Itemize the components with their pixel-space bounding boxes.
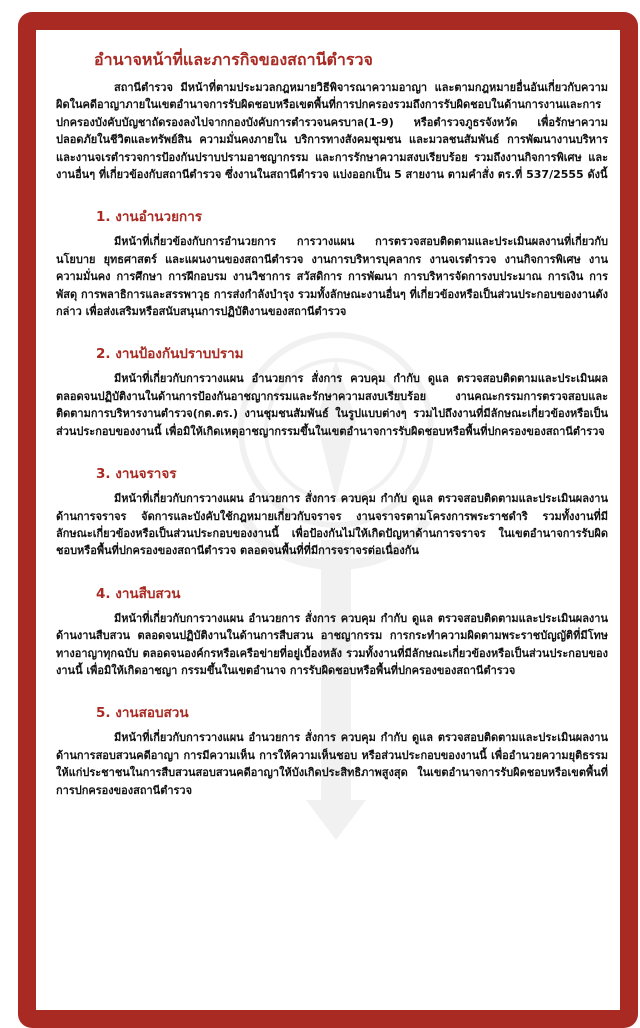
page-frame: [18, 12, 638, 1028]
section-1-heading: 1. งานอำนวยการ: [96, 209, 203, 226]
page-title: อำนาจหน้าที่และภารกิจของสถานีตำรวจ: [94, 50, 373, 69]
intro-paragraph: สถานีตำรวจ มีหน้าที่ตามประมวลกฎหมายวิธีพิจารณาความอาญา และตามกฎหมายอื่นอันเกี่ยวกับความผิดในคดีอาญาภายในเขตอำนาจการรับผิดชอบหรือเขตพื้นที่การปกครองรวมถึงการรับผิดชอบในด้านการงานและการปกครองบังคับบัญชาถัดรองลงไปจากกองบังคับการตำรวจนครบาล(1-9) หรือตำรวจภูธรจังหวัด เพื่อรักษาความปลอดภัยในชีวิตและทรัพย์สิน ความมั่นคงภายใน บริการทางสังคมชุมชน และมวลชนสัมพันธ์ การพัฒนางานบริหารและงานจเรตำรวจการป้องกันปราบปรามอาชญากรรม และการรักษาความสงบเรียบร้อย รวมถึงงานกิจการพิเศษ และงานอื่นๆ ที่เกี่ยวข้องกับสถานีตำรวจ ซึ่งงานในสถานีตำรวจ แบ่งออกเป็น 5 สายงาน ตามคำสั่ง ตร.ที่ 537/2555 ดังนี้: [56, 81, 608, 182]
section-3-body: มีหน้าที่เกี่ยวกับการวางแผน อำนวยการ สั่งการ ควบคุม กำกับ ดูแล ตรวจสอบติดตามและประเมินผลงานด้านการจราจร จัดการและบังคับใช้กฎหมายเกี่ยวกับจราจร งานจราจรตามโครงการพระราชดำริ รวมทั้งงานที่มีลักษณะเกี่ยวข้องหรือเป็นส่วนประกอบของงานนี้ เพื่อป้องกันไม่ให้เกิดปัญหาด้านการจราจร ในเขตอำนาจการรับผิดชอบหรือพื้นที่ปกครองของสถานีตำรวจ ตลอดจนพื้นที่ที่มีการจราจรต่อเนื่องกัน: [56, 492, 608, 558]
section-1-body: มีหน้าที่เกี่ยวข้องกับการอำนวยการ การวางแผน การตรวจสอบติดตามและประเมินผลงานที่เกี่ยวกับนโยบาย ยุทธศาสตร์ และแผนงานของสถานีตำรวจ งานการบริหารบุคลากร งานจเรตำรวจ งานกิจการพิเศษ งานความมั่นคง การศึกษา การฝึกอบรม งานวิชาการ สวัสดิการ การพัฒนา การบริหารจัดการงบประมาณ การเงิน การพัสดุ การพลาธิการและสรรพาวุธ การส่งกำลังบำรุง รวมทั้งลักษณะงานอื่นๆ ที่เกี่ยวข้องหรือเป็นส่วนประกอบของงานดังกล่าว เพื่อส่งเสริมหรือสนับสนุนการปฏิบัติงานของสถานีตำรวจ: [56, 235, 608, 319]
document-content: [36, 30, 620, 799]
section-2-heading: 2. งานป้องกันปราบปราม: [96, 346, 244, 363]
section-2-body: มีหน้าที่เกี่ยวกับการวางแผน อำนวยการ สั่งการ ควบคุม กำกับ ดูแล ตรวจสอบติดตามและประเมินผล ตลอดจนปฏิบัติงานในด้านการป้องกันอาชญากรรมและรักษาความสงบเรียบร้อย งานคณะกรรมการตรวจสอบและติดตามการบริหารงานตำรวจ(กต.ตร.) งานชุมชนสัมพันธ์ ในรูปแบบต่างๆ รวมไปถึงงานที่มีลักษณะเกี่ยวข้องหรือเป็นส่วนประกอบของงานนี้ เพื่อมิให้เกิดเหตุอาชญากรรมขึ้นในเขตอำนาจการรับผิดชอบหรือพื้นที่ปกครองของสถานีตำรวจ: [56, 372, 608, 438]
section-4-body: มีหน้าที่เกี่ยวกับการวางแผน อำนวยการ สั่งการ ควบคุม กำกับ ดูแล ตรวจสอบติดตามและประเมินผลงานด้านงานสืบสวน ตลอดจนปฏิบัติงานในด้านการสืบสวน อาชญากรรม การกระทำความผิดตามพระราชบัญญัติที่มีโทษทางอาญาทุกฉบับ ตลอดจนองค์กรหรือเครือข่ายที่อยู่เบื้องหลัง รวมทั้งงานที่มีลักษณะเกี่ยวข้องหรือเป็นส่วนประกอบของงานนี้ เพื่อมิให้เกิดอาชญา กรรมขึ้นในเขตอำนาจ การรับผิดชอบหรือพื้นที่ปกครองของสถานีตำรวจ: [56, 611, 608, 677]
section-4-heading: 4. งานสืบสวน: [96, 585, 181, 602]
section-3-heading: 3. งานจราจร: [96, 466, 177, 483]
section-5-heading: 5. งานสอบสวน: [96, 705, 189, 722]
section-5-body: มีหน้าที่เกี่ยวกับการวางแผน อำนวยการ สั่งการ ควบคุม กำกับ ดูแล ตรวจสอบติดตามและประเมินผลงานด้านการสอบสวนคดีอาญา การมีความเห็น การให้ความเห็นชอบ หรือส่วนประกอบของงานนี้ เพื่ออำนวยความยุติธรรมให้แก่ประชาชนในการสืบสวนสอบสวนคดีอาญาให้บังเกิดประสิทธิภาพสูงสุด ในเขตอำนาจการรับผิดชอบหรือเขตพื้นที่การปกครองของสถานีตำรวจ: [56, 731, 608, 797]
